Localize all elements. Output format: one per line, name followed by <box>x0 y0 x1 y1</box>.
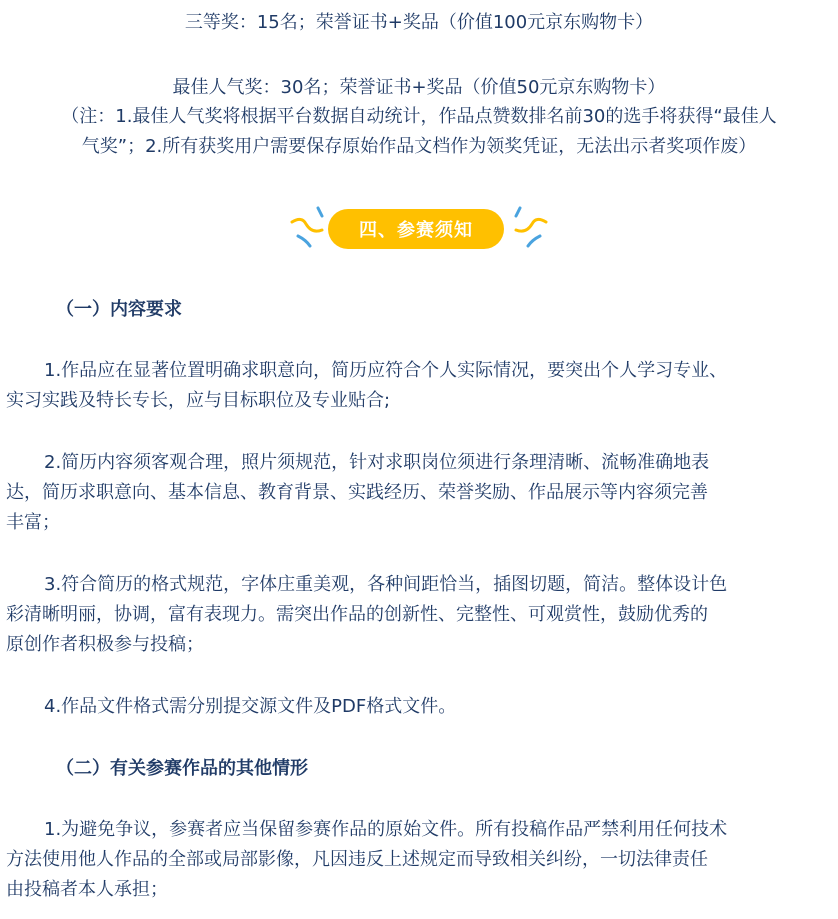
requirement-item-4-line-1: 4.作品文件格式需分别提交源文件及PDF格式文件。 <box>44 696 457 717</box>
requirement-item-2-line-2: 达，简历求职意向、基本信息、教育背景、实践经历、荣誉奖励、作品展示等内容须完善 <box>6 482 708 503</box>
right-confetti-icon <box>506 204 550 254</box>
note-line-2: 气奖”；2.所有获奖用户需要保存原始作品文档作为领奖凭证，无法出示者奖项作废） <box>81 136 757 157</box>
popular-prize-line: 最佳人气奖：30名；荣誉证书+奖品（价值50元京东购物卡） <box>172 77 666 98</box>
third-prize-line: 三等奖：15名；荣誉证书+奖品（价值100元京东购物卡） <box>184 12 654 33</box>
requirement-item-1-line-2: 实习实践及特长专长，应与目标职位及专业贴合; <box>6 390 391 411</box>
note-line-1: （注：1.最佳人气奖将根据平台数据自动统计，作品点赞数排名前30的选手将获得“最佳人 <box>61 106 777 127</box>
requirement-item-1-line-1: 1.作品应在显著位置明确求职意向，简历应符合个人实际情况，要突出个人学习专业、 <box>44 360 728 381</box>
requirement-item-3-line-2: 彩清晰明丽，协调，富有表现力。需突出作品的创新性、完整性、可观赏性，鼓励优秀的 <box>6 604 708 625</box>
other-item-1-line-3: 由投稿者本人承担； <box>6 879 168 900</box>
requirement-item-2-line-1: 2.简历内容须客观合理，照片须规范，针对求职岗位须进行条理清晰、流畅准确地表 <box>44 452 710 473</box>
section-banner <box>288 204 550 254</box>
other-situations-heading: （二）有关参赛作品的其他情形 <box>56 758 308 779</box>
left-confetti-icon <box>288 204 332 254</box>
other-item-1-line-2: 方法使用他人作品的全部或局部影像，凡因违反上述规定而导致相关纠纷，一切法律责任 <box>6 849 708 870</box>
requirement-item-2 <box>6 448 832 538</box>
requirement-item-1 <box>6 356 832 416</box>
section-title: 四、参赛须知 <box>328 209 504 249</box>
content-requirements-heading: （一）内容要求 <box>56 299 182 320</box>
requirement-item-4 <box>6 692 832 722</box>
requirement-item-2-line-3: 丰富； <box>6 512 60 533</box>
requirement-item-3-line-1: 3.符合简历的格式规范，字体庄重美观，各种间距恰当，插图切题，简洁。整体设计色 <box>44 574 728 595</box>
requirement-item-3-line-3: 原创作者积极参与投稿； <box>6 634 204 655</box>
other-item-1 <box>6 815 832 905</box>
requirement-item-3 <box>6 570 832 660</box>
other-item-1-line-1: 1.为避免争议，参赛者应当保留参赛作品的原始文件。所有投稿作品严禁利用任何技术 <box>44 819 728 840</box>
